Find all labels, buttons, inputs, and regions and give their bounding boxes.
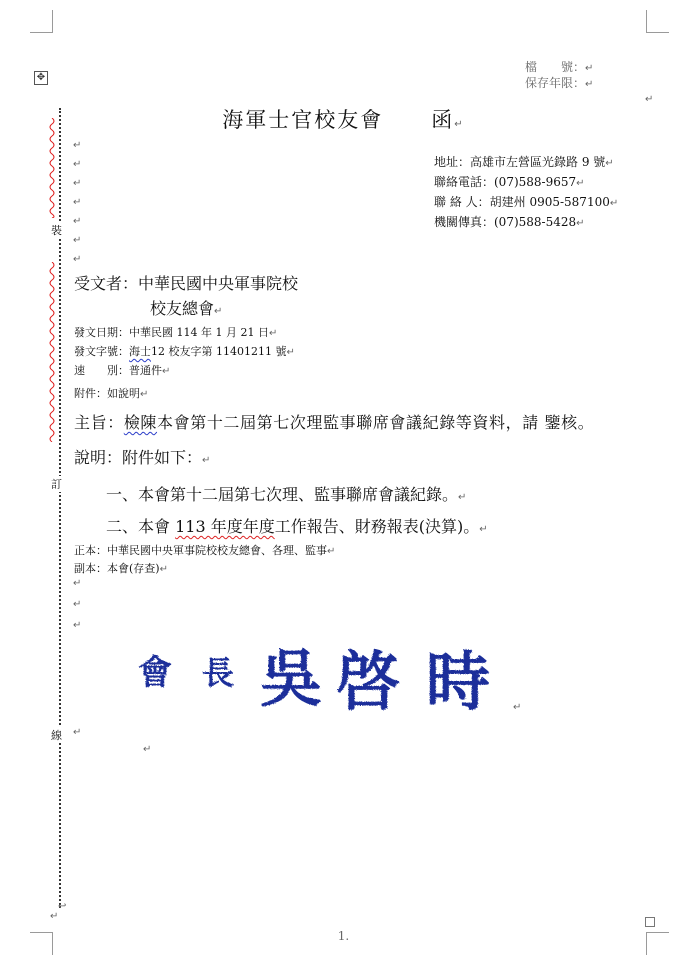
paragraph-mark-icon: ↵ — [73, 254, 82, 265]
subject-text: 本會第十二屆第七次理監事聯席會議紀錄等資料，請 鑒核。 — [157, 413, 595, 432]
paragraph-mark-icon: ↵ — [73, 578, 82, 589]
contact-phone: 聯絡電話：(07)588-9657 — [434, 175, 577, 189]
subject-line — [74, 410, 594, 433]
paragraph-mark-icon: ↵ — [73, 620, 82, 631]
contact-person: 聯 絡 人：胡建州 0905-587100 — [434, 195, 610, 209]
page-corner-mark — [646, 10, 669, 33]
number-label: 發文字號： — [74, 345, 129, 358]
paragraph-mark-icon: ↵ — [73, 159, 82, 170]
recipient-line-2: 校友總會 — [150, 299, 215, 318]
distribution-main: 正本：中華民國中央軍事院校校友總會、各理、監事 — [74, 544, 327, 557]
speed-value: 普通件 — [129, 364, 162, 377]
seal-char: 吳 — [260, 642, 323, 715]
paragraph-mark-icon: ↵ — [73, 140, 82, 151]
seal-char: 會 — [138, 653, 172, 693]
binding-mark-zhuang: 裝 — [51, 224, 62, 237]
explanation-item-2: 二、本會 113 年度年度工作報告、財務報表(決算)。↵ — [106, 517, 488, 536]
seal-char: 長 — [202, 654, 235, 692]
title-doc-type: 函 — [431, 108, 455, 132]
seal-char: 啓 — [336, 645, 400, 716]
page-number: 1. — [337, 929, 350, 943]
item-2-year: 113 年度年度 — [175, 517, 275, 536]
table-move-handle-icon[interactable]: ✥ — [34, 71, 48, 85]
contact-block: 地址：高雄市左營區光錄路 9 號↵ 聯絡電話：(07)588-9657↵ 聯 絡 人：胡建州 0905-587100↵ 機關傳真：(07)588-5428↵ — [434, 155, 619, 229]
speed-label: 速 別： — [74, 364, 129, 377]
file-number-block: 檔 號：↵ 保存年限：↵ — [525, 60, 594, 90]
spellcheck-squiggle — [47, 262, 57, 442]
retention-label: 保存年限： — [525, 76, 586, 90]
document-title: 海軍士官校友會 函↵ — [222, 108, 465, 132]
binding-mark-xian: 線 — [51, 729, 62, 742]
paragraph-mark-icon: ↵ — [645, 94, 654, 105]
paragraph-mark-icon: ↵ — [73, 178, 82, 189]
file-number-label: 檔 號： — [525, 60, 586, 74]
document-meta: 發文日期：中華民國 114 年 1 月 21 日↵ 發文字號：海士12 校友字第 11401211 號↵ 速 別：普通件↵ 附件：如說明↵ — [74, 326, 295, 400]
paragraph-mark-icon: ↵ — [73, 235, 82, 246]
seal-char: 時 — [426, 645, 490, 716]
page-corner-mark — [30, 10, 53, 33]
president-seal-stamp — [136, 636, 516, 716]
item-1-text: 一、本會第十二屆第七次理、監事聯席會議紀錄。 — [106, 485, 459, 504]
attachment-line: 附件：如說明 — [74, 387, 140, 400]
date-label: 發文日期： — [74, 326, 129, 339]
paragraph-mark-icon: ↵ — [73, 197, 82, 208]
explanation-heading: 說明：附件如下：↵ — [74, 448, 211, 467]
item-2-prefix: 二、本會 — [106, 517, 176, 536]
explanation-text: 說明：附件如下： — [74, 448, 203, 467]
paragraph-mark-icon: ↵ — [73, 727, 82, 738]
spellcheck-squiggle — [47, 118, 57, 218]
number-value-prefix: 海士 — [129, 345, 151, 358]
recipient-block: 受文者：中華民國中央軍事院校 校友總會↵ — [74, 274, 299, 318]
explanation-item-1: 一、本會第十二屆第七次理、監事聯席會議紀錄。↵ — [106, 485, 467, 504]
paragraph-mark-icon: ↵ — [143, 744, 152, 755]
paragraph-mark-icon: ↩ — [58, 901, 67, 912]
contact-address: 地址：高雄市左營區光錄路 9 號 — [434, 155, 606, 169]
paragraph-mark-icon: ↵ — [73, 216, 82, 227]
anchor-square-icon — [645, 917, 655, 927]
recipient-line-1: 受文者：中華民國中央軍事院校 — [74, 274, 299, 293]
title-organization: 海軍士官校友會 — [222, 108, 384, 132]
number-value: 12 校友字第 11401211 號 — [151, 345, 287, 358]
distribution-copy: 副本：本會(存查) — [74, 562, 160, 575]
paragraph-mark-icon: ↵ — [73, 599, 82, 610]
paragraph-mark-icon: ↵ — [50, 911, 59, 922]
contact-fax: 機關傳真：(07)588-5428 — [434, 215, 577, 229]
paragraph-mark-icon: ↵ — [513, 702, 522, 713]
subject-label: 主旨： — [74, 413, 124, 432]
subject-verb: 檢陳 — [123, 413, 158, 432]
distribution-block: 正本：中華民國中央軍事院校校友總會、各理、監事↵ 副本：本會(存查)↵ — [74, 544, 336, 575]
item-2-text: 工作報告、財務報表(決算)。 — [274, 517, 480, 536]
date-value: 中華民國 114 年 1 月 21 日 — [129, 326, 269, 339]
binding-mark-ding: 訂 — [51, 478, 62, 491]
